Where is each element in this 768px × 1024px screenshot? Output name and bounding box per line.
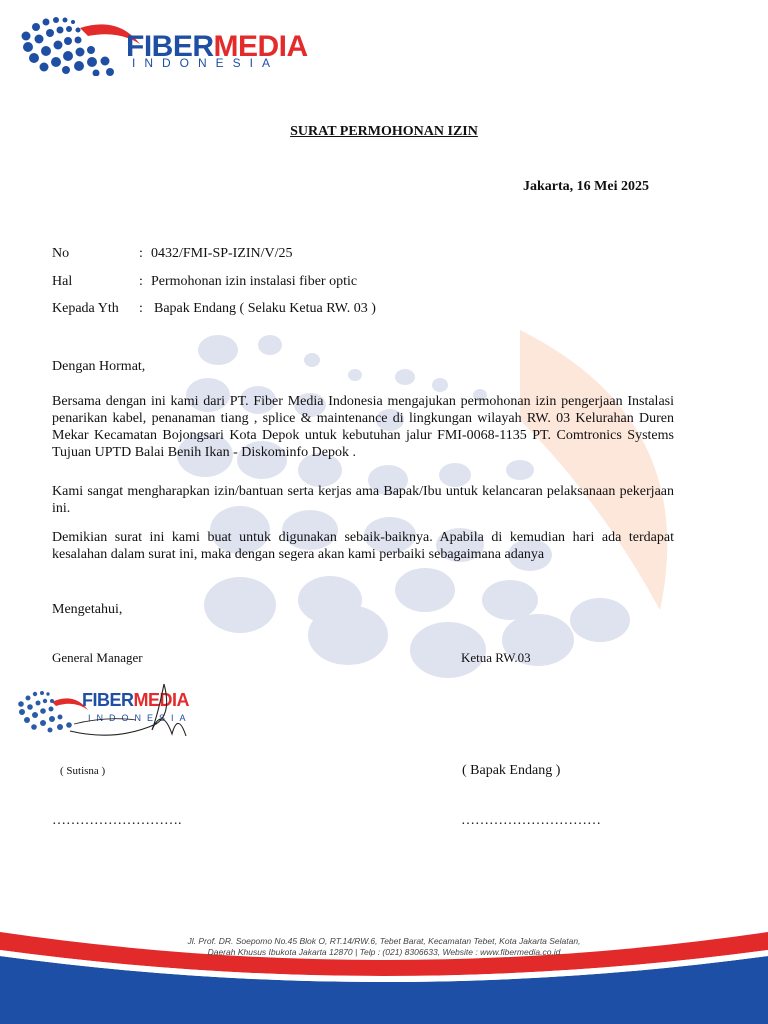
stamp-text-media: MEDIA: [133, 690, 189, 710]
left-signature-line: ……………………….: [52, 813, 182, 828]
greeting: Dengan Hormat,: [52, 359, 146, 374]
logo-text-media: MEDIA: [213, 30, 308, 63]
header-logo: [18, 14, 318, 76]
left-signatory-name: ( Sutisna ): [60, 765, 106, 777]
footer-address-line2: Daerah Khusus Ibukota Jakarta 12870 | Telp : (021) 8306633, Website : www.fibermedia.co.id: [207, 947, 561, 957]
field-hal-label: Hal: [52, 274, 73, 289]
footer-band: [0, 910, 768, 1024]
logo-subtitle: INDONESIA: [132, 56, 280, 70]
paragraph-1: Bersama dengan ini kami dari PT. Fiber Media Indonesia mengajukan permohonan izin pengerjaan Instalasi penarikan kabel, penanaman tiang , splice & maintenance di lingkungan wilayah RW. 03 Kelurahan Duren Mekar Kecamatan Bojongsari Kota Depok untuk kebutuhan jalur FMI-0068-1135 PT. Comtronics Systems Tujuan UPTD Balai Benih Ikan - Diskominfo Depok .: [52, 394, 674, 460]
stamp-text-fiber: FIBER: [82, 690, 134, 710]
right-signatory-role: Ketua RW.03: [461, 650, 531, 665]
paragraph-2: Kami sangat mengharapkan izin/bantuan serta kerjas ama Bapak/Ibu untuk kelancaran pelaksanaan pekerjaan ini.: [52, 484, 674, 516]
field-hal-sep: :: [139, 274, 143, 289]
right-signatory-name: ( Bapak Endang ): [462, 763, 561, 778]
right-signature-line: …………………………: [461, 813, 601, 828]
field-no-value: 0432/FMI-SP-IZIN/V/25: [151, 246, 293, 261]
field-kepada-sep: :: [139, 301, 143, 316]
signature-stamp: [16, 676, 216, 746]
field-no-label: No: [52, 246, 70, 261]
field-kepada-value: Bapak Endang ( Selaku Ketua RW. 03 ): [154, 301, 376, 316]
handwritten-signature: [16, 676, 216, 746]
footer-address-line1: Jl. Prof. DR. Soepomo No.45 Blok O, RT.14/RW.6, Tebet Barat, Kecamatan Tebet, Kota Jakarta Selatan,: [187, 936, 581, 946]
acknowledged-label: Mengetahui,: [52, 602, 123, 617]
left-signatory-role: General Manager: [52, 650, 143, 665]
field-no-sep: :: [139, 246, 143, 261]
letter-date: Jakarta, 16 Mei 2025: [523, 179, 649, 194]
paragraph-3: Demikian surat ini kami buat untuk digunakan sebaik-baiknya. Apabila di kemudian hari ada terdapat kesalahan dalam surat ini, maka dengan segera akan kami perbaiki sebagaimana adanya: [52, 530, 674, 562]
logo-text-fiber: FIBER: [126, 30, 214, 63]
stamp-subtitle: INDONESIA: [88, 713, 192, 723]
field-kepada-label: Kepada Yth: [52, 301, 119, 316]
field-hal-value: Permohonan izin instalasi fiber optic: [151, 274, 358, 289]
letter-title: SURAT PERMOHONAN IZIN: [290, 124, 478, 139]
